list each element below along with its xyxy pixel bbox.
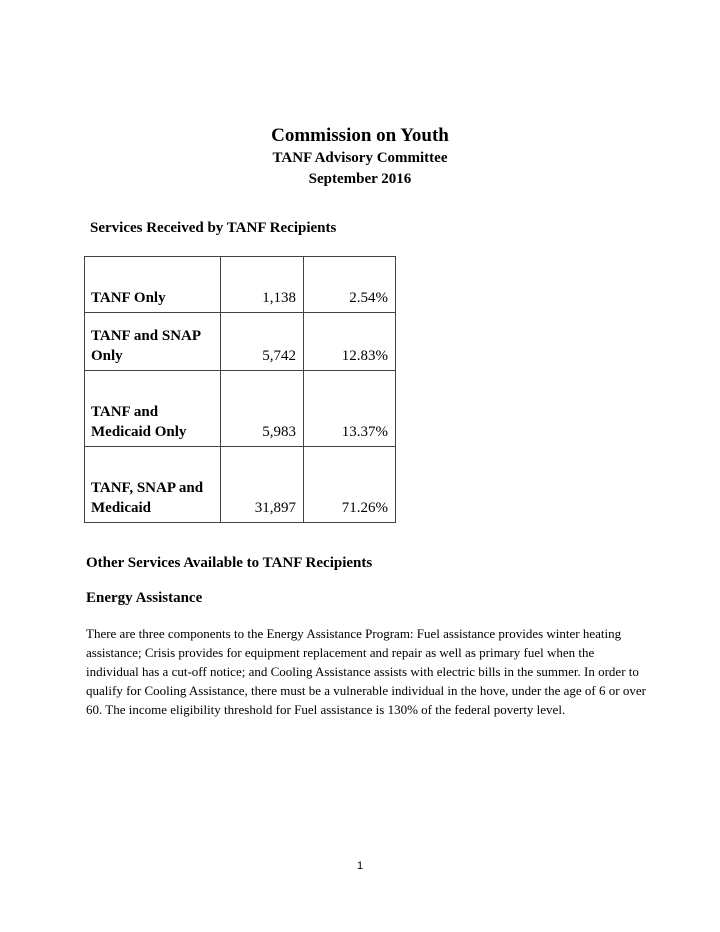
energy-assistance-paragraph: There are three components to the Energy Assistance Program: Fuel assistance provides winter heating assistance; Crisis provides for equipment replacement and repair as well as primary fuel when the individual has a cut-off notice; and Cooling Assistance assists with electric bills in the summer. In order to qualify for Cooling Assistance, there must be a vulnerable individual in the hove, under the age of 6 or over 60. The income eligibility threshold for Fuel assistance is 130% of the federal poverty level. (86, 626, 646, 717)
row-count: 5,742 (221, 313, 304, 371)
row-label: TANF and Medicaid Only (85, 371, 221, 447)
services-heading: Services Received by TANF Recipients (90, 220, 337, 236)
table-row (85, 447, 396, 523)
table-row (85, 371, 396, 447)
row-count: 1,138 (221, 257, 304, 313)
row-percent: 12.83% (304, 313, 396, 371)
document-header (0, 124, 720, 190)
energy-assistance-heading: Energy Assistance (86, 590, 203, 606)
committee-name: TANF Advisory Committee (272, 150, 448, 166)
row-percent: 2.54% (304, 257, 396, 313)
row-label: TANF, SNAP and Medicaid (85, 447, 221, 523)
row-percent: 71.26% (304, 447, 396, 523)
row-count: 5,983 (221, 371, 304, 447)
table-row (85, 313, 396, 371)
document-title: Commission on Youth (271, 125, 449, 146)
page-number: 1 (356, 860, 364, 872)
document-date: September 2016 (308, 171, 412, 187)
services-table (84, 256, 396, 523)
row-label: TANF Only (85, 257, 221, 313)
table-row (85, 257, 396, 313)
row-count: 31,897 (221, 447, 304, 523)
other-services-heading: Other Services Available to TANF Recipients (86, 555, 373, 571)
row-label: TANF and SNAP Only (85, 313, 221, 371)
row-percent: 13.37% (304, 371, 396, 447)
